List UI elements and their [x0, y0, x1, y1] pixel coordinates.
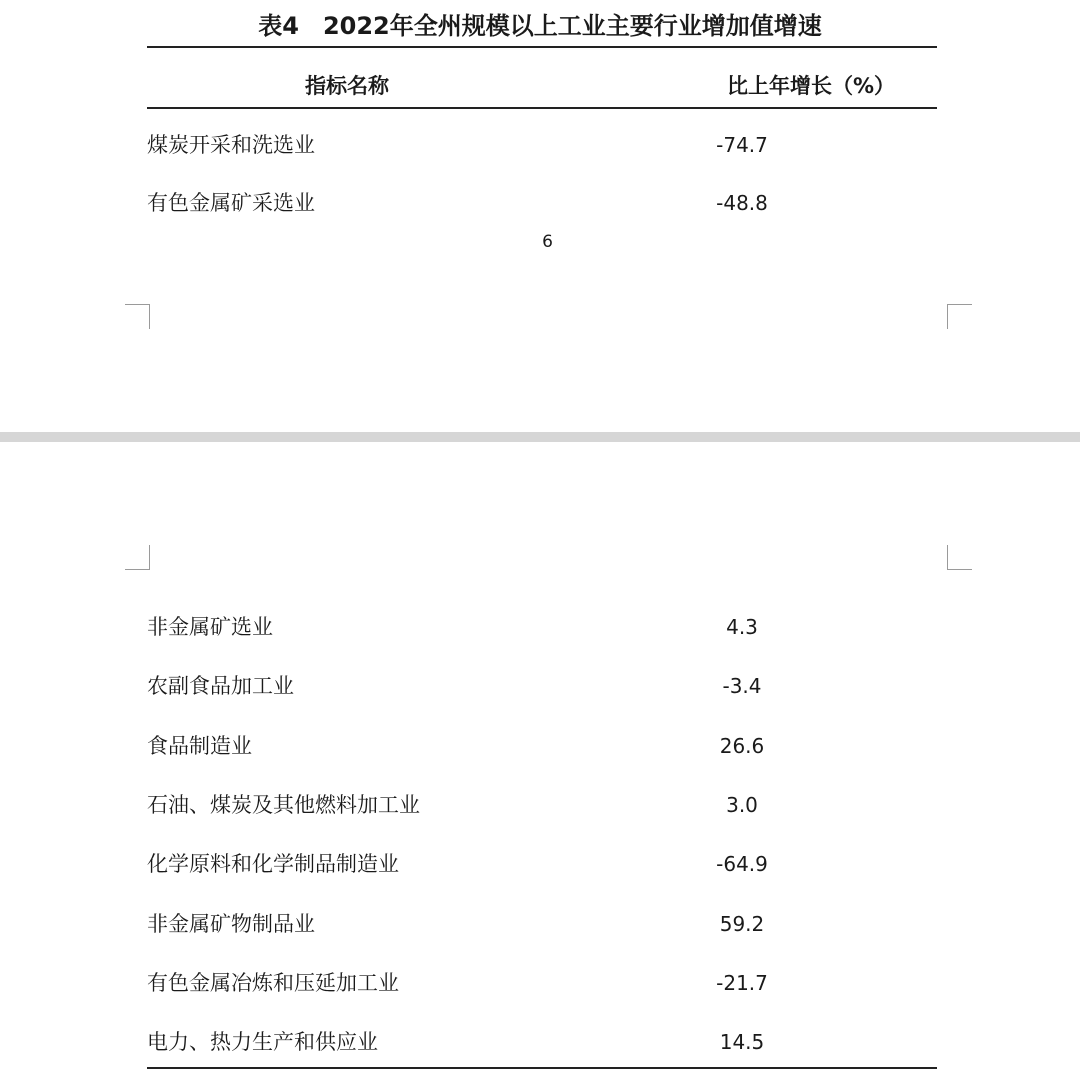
document-page-2 [0, 442, 1080, 1091]
row-value: -21.7 [716, 971, 768, 995]
row-name: 化学原料和化学制品制造业 [147, 852, 399, 876]
row-name: 电力、热力生产和供应业 [147, 1030, 378, 1054]
row-name: 食品制造业 [147, 734, 252, 758]
row-value: -3.4 [722, 674, 762, 698]
row-name: 农副食品加工业 [147, 674, 294, 698]
row-value: -48.8 [716, 191, 768, 215]
crop-mark-top-left [125, 304, 150, 329]
table-row [0, 785, 1080, 825]
table-row [0, 726, 1080, 766]
table-row [0, 183, 1080, 223]
row-name: 石油、煤炭及其他燃料加工业 [147, 793, 420, 817]
table-row [0, 844, 1080, 884]
row-value: 4.3 [726, 615, 758, 639]
table-row [0, 125, 1080, 165]
row-value: 3.0 [726, 793, 758, 817]
document-page-1 [0, 0, 1080, 432]
row-value: 14.5 [719, 1030, 765, 1054]
crop-mark-bottom-left [125, 545, 150, 570]
crop-mark-bottom-right [947, 545, 972, 570]
row-value: 59.2 [719, 912, 765, 936]
row-name: 煤炭开采和洗选业 [147, 133, 315, 157]
table-row [0, 666, 1080, 706]
crop-mark-top-right [947, 304, 972, 329]
row-value: 26.6 [719, 734, 765, 758]
table-row [0, 963, 1080, 1003]
row-name: 非金属矿选业 [147, 615, 273, 639]
table-row [0, 1022, 1080, 1062]
table-row [0, 904, 1080, 944]
table-title: 表4 2022年全州规模以上工业主要行业增加值增速 [258, 12, 822, 40]
row-name: 有色金属冶炼和压延加工业 [147, 971, 399, 995]
row-value: -74.7 [716, 133, 768, 157]
row-name: 有色金属矿采选业 [147, 191, 315, 215]
page-number: 6 [542, 232, 553, 252]
header-bottom-rule [147, 107, 937, 109]
column-header-name: 指标名称 [305, 74, 389, 98]
page-separator [0, 432, 1080, 442]
column-header-value: 比上年增长（%） [727, 74, 896, 98]
row-name: 非金属矿物制品业 [147, 912, 315, 936]
table-row [0, 607, 1080, 647]
row-value: -64.9 [716, 852, 768, 876]
table-top-rule [147, 46, 937, 48]
table-bottom-rule [147, 1067, 937, 1069]
